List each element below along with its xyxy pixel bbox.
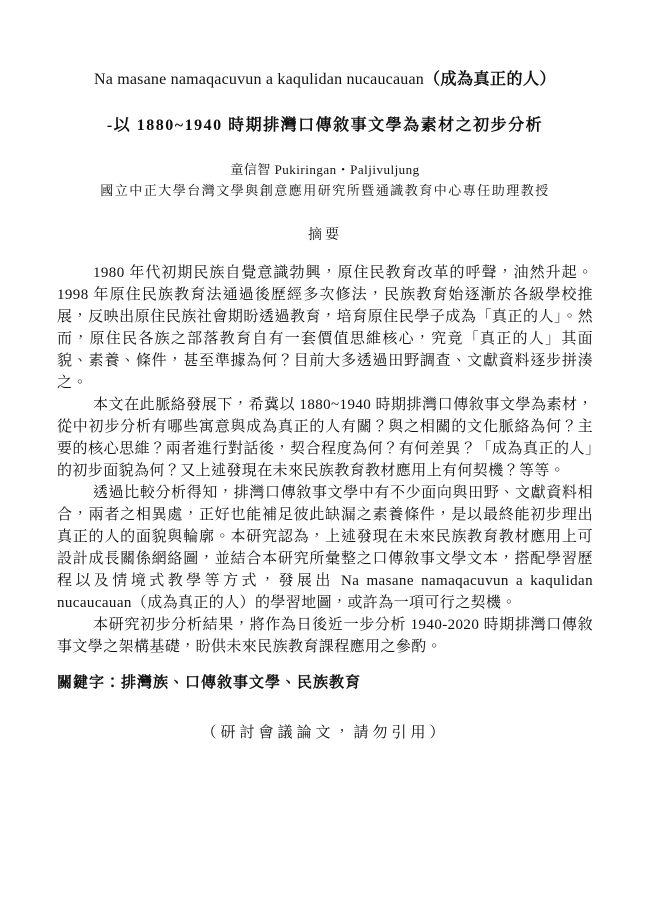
keywords-line: 關鍵字：排灣族、口傳敘事文學、民族教育 [57, 675, 362, 691]
author-name: 童信智 Pukiringan・Paljivuljung [230, 162, 420, 177]
conference-draft-note: （研討會議論文，請勿引用） [201, 725, 449, 741]
paper-title-latin: Na masane namaqacuvun a kaqulidan nucaucauan [93, 71, 424, 88]
abstract-paragraph-4: 本研究初步分析結果，將作為日後近一步分析 1940-2020 時期排灣口傳敘事文學之架構基礎，盼供未來民族教育課程應用之參酌。 [57, 617, 593, 655]
paper-subtitle: -以 1880~1940 時期排灣口傳敘事文學為素材之初步分析 [106, 117, 544, 134]
abstract-paragraph-2: 本文在此脈絡發展下，希冀以 1880~1940 時期排灣口傳敘事文學為素材，從中初步分析有哪些寓意與成為真正的人有關？與之相關的文化脈絡為何？主要的核心思維？兩者進行對話後，契合程度為何？有何差異？「成為真正的人」的初步面貌為何？又上述發現在未來民族教育教材應用上有何契機？等等。 [57, 397, 593, 479]
abstract-paragraph-1: 1980 年代初期民族自覺意識勃興，原住民教育改革的呼聲，油然升起。1998 年原住民族教育法通過後歷經多次修法，民族教育始逐漸於各級學校推展，反映出原住民族社會期盼透過教育，培育原住民學子成為「真正的人」。然而，原住民各族之部落教育自有一套價值思維核心，究竟「真正的人」其面貌、素養、條件，甚至準據為何？目前大多透過田野調查、文獻資料逐步拼湊之。 [57, 265, 593, 391]
paper-title-cjk: （成為真正的人） [423, 71, 556, 88]
abstract-paragraph-3: 透過比較分析得知，排灣口傳敘事文學中有不少面向與田野、文獻資料相合，兩者之相異處，正好也能補足彼此缺漏之素養條件，是以最終能初步理出真正的人的面貌與輪廓。本研究認為，上述發現在未來民族教育教材應用上可設計成長關係網絡圖，並結合本研究所彙整之口傳敘事文學文本，搭配學習歷程以及情境式教學等方式，發展出 Na masane namaqacuvun a kaqulidan nucaucauan（成為真正的人）的學習地圖，或許為一項可行之契機。 [57, 485, 593, 611]
abstract-body [57, 262, 593, 658]
abstract-heading: 摘要 [308, 228, 342, 243]
author-affiliation: 國立中正大學台灣文學與創意應用研究所暨通識教育中心專任助理教授 [100, 183, 550, 198]
paper-title [57, 70, 593, 90]
